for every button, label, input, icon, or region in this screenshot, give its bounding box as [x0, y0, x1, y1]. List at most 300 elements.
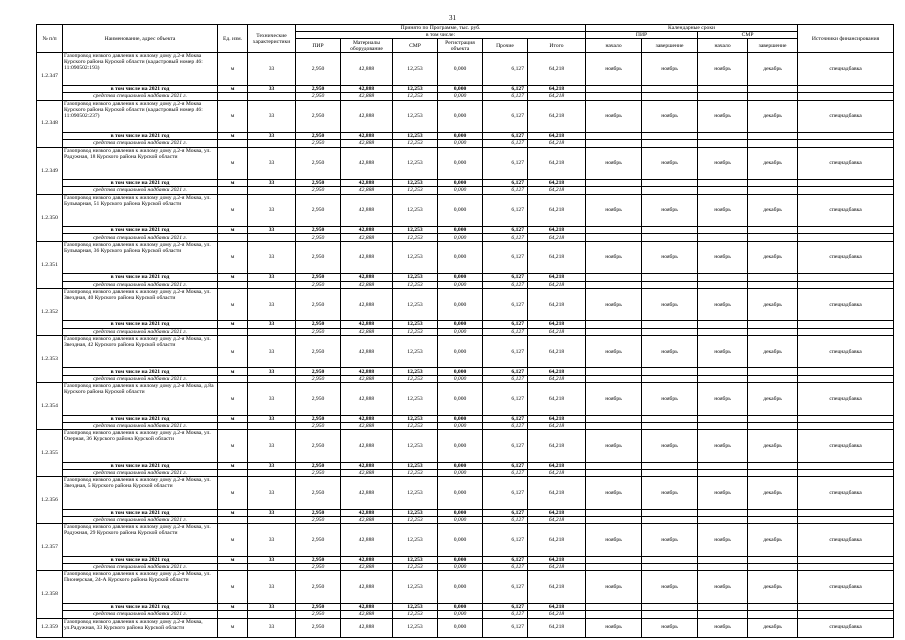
- year-row: [37, 415, 894, 422]
- empty-cell: [748, 415, 798, 422]
- empty-cell: [798, 469, 894, 476]
- page-number: 31: [449, 14, 456, 22]
- empty-cell: [218, 93, 248, 100]
- empty-cell: [798, 140, 894, 147]
- empty-cell: [748, 422, 798, 429]
- empty-cell: [798, 603, 894, 610]
- unit-cell: м: [218, 241, 248, 274]
- empty-cell: [248, 469, 296, 476]
- fund-label: средства специальной надбавки 2021 г.: [63, 611, 218, 618]
- mat-cell: 42,888: [341, 100, 393, 133]
- smr-cell: 12,253: [393, 140, 438, 147]
- empty-cell: [642, 462, 698, 469]
- reg-cell: 0,000: [438, 234, 483, 241]
- pir-cell: 2,950: [296, 477, 341, 510]
- pir-start-cell: ноябрь: [586, 477, 642, 510]
- smr-end-cell: декабрь: [748, 147, 798, 180]
- reg-cell: 0,000: [438, 85, 483, 92]
- reg-cell: 0,000: [438, 241, 483, 274]
- pir-end-cell: ноябрь: [642, 288, 698, 321]
- source-cell: спецнадбавка: [798, 618, 894, 637]
- unit-cell: м: [218, 147, 248, 180]
- smr-cell: 12,253: [393, 430, 438, 463]
- year-row: [37, 227, 894, 234]
- empty-cell: [798, 462, 894, 469]
- fund-label: средства специальной надбавки 2021 г.: [63, 281, 218, 288]
- pir-end-cell: ноябрь: [642, 618, 698, 637]
- empty-cell: [698, 556, 748, 563]
- fund-row: [37, 564, 894, 571]
- empty-cell: [748, 227, 798, 234]
- empty-cell: [642, 133, 698, 140]
- total-cell: 64,218: [528, 469, 586, 476]
- object-name: Газопровод низкого давления к жилому дому д.2-я Моква, д.8а Курского района Курской области: [63, 383, 218, 416]
- year-label: в том числе на 2021 год: [63, 180, 218, 187]
- pir-start-cell: ноябрь: [586, 147, 642, 180]
- empty-cell: [642, 328, 698, 335]
- total-cell: 64,218: [528, 321, 586, 328]
- total-cell: 64,218: [528, 524, 586, 557]
- year-row: [37, 133, 894, 140]
- empty-cell: [248, 187, 296, 194]
- other-cell: 6,127: [483, 618, 528, 637]
- fund-row: [37, 93, 894, 100]
- table-row: [37, 194, 894, 227]
- tech-cell: 33: [248, 556, 296, 563]
- empty-cell: [698, 415, 748, 422]
- smr-cell: 12,253: [393, 477, 438, 510]
- empty-cell: [586, 368, 642, 375]
- pir-cell: 2,950: [296, 462, 341, 469]
- object-name: Газопровод низкого давления к жилому дому д.2-я Моква Курского района Курской области (кадастровый номер 46: 11:090502:237): [63, 100, 218, 133]
- empty-cell: [798, 234, 894, 241]
- fund-label: средства специальной надбавки 2021 г.: [63, 517, 218, 524]
- source-cell: спецнадбавка: [798, 241, 894, 274]
- object-name: Газопровод низкого давления к жилому дому д.2-я Моква, ул. Звездная, 42 Курского района Курской области: [63, 335, 218, 368]
- other-cell: 6,127: [483, 180, 528, 187]
- row-number: 1.2.359: [37, 618, 63, 637]
- total-cell: 64,218: [528, 85, 586, 92]
- header-calendar: Календарные сроки: [586, 25, 798, 32]
- empty-cell: [748, 462, 798, 469]
- total-cell: 64,218: [528, 93, 586, 100]
- reg-cell: 0,000: [438, 187, 483, 194]
- tech-cell: 33: [248, 147, 296, 180]
- source-cell: спецнадбавка: [798, 430, 894, 463]
- mat-cell: 42,888: [341, 241, 393, 274]
- other-cell: 6,127: [483, 524, 528, 557]
- header-registration: Регистрация объекта: [438, 39, 483, 53]
- pir-start-cell: ноябрь: [586, 383, 642, 416]
- empty-cell: [798, 509, 894, 516]
- pir-start-cell: ноябрь: [586, 430, 642, 463]
- empty-cell: [698, 281, 748, 288]
- empty-cell: [218, 517, 248, 524]
- smr-end-cell: декабрь: [748, 288, 798, 321]
- pir-start-cell: ноябрь: [586, 335, 642, 368]
- object-name: Газопровод низкого давления к жилому дому д.2-я Моква, ул. Бульварная, 51 Курского района Курской области: [63, 194, 218, 227]
- empty-cell: [218, 611, 248, 618]
- empty-cell: [248, 328, 296, 335]
- total-cell: 64,218: [528, 234, 586, 241]
- total-cell: 64,218: [528, 241, 586, 274]
- reg-cell: 0,000: [438, 430, 483, 463]
- smr-cell: 12,253: [393, 469, 438, 476]
- fund-row: [37, 281, 894, 288]
- unit-cell: м: [218, 524, 248, 557]
- smr-cell: 12,253: [393, 53, 438, 86]
- pir-start-cell: ноябрь: [586, 288, 642, 321]
- smr-cell: 12,253: [393, 100, 438, 133]
- pir-cell: 2,950: [296, 603, 341, 610]
- mat-cell: 42,888: [341, 524, 393, 557]
- unit-cell: м: [218, 571, 248, 604]
- header-materials: Материалы оборудование: [341, 39, 393, 53]
- smr-cell: 12,253: [393, 517, 438, 524]
- smr-start-cell: ноябрь: [698, 430, 748, 463]
- unit-cell: м: [218, 100, 248, 133]
- pir-cell: 2,950: [296, 93, 341, 100]
- smr-start-cell: ноябрь: [698, 524, 748, 557]
- empty-cell: [798, 93, 894, 100]
- reg-cell: 0,000: [438, 509, 483, 516]
- mat-cell: 42,888: [341, 274, 393, 281]
- smr-start-cell: ноябрь: [698, 194, 748, 227]
- header-cal-pir: ПИР: [586, 32, 698, 39]
- fund-row: [37, 422, 894, 429]
- unit-cell: м: [218, 430, 248, 463]
- other-cell: 6,127: [483, 509, 528, 516]
- reg-cell: 0,000: [438, 571, 483, 604]
- empty-cell: [748, 603, 798, 610]
- year-label: в том числе на 2021 год: [63, 415, 218, 422]
- empty-cell: [698, 509, 748, 516]
- empty-cell: [698, 187, 748, 194]
- table-row: [37, 147, 894, 180]
- empty-cell: [698, 517, 748, 524]
- smr-cell: 12,253: [393, 611, 438, 618]
- header-tech: Технические характеристики: [248, 25, 296, 53]
- total-cell: 64,218: [528, 383, 586, 416]
- object-name: Газопровод низкого давления к жилому дому д.2-я Моква, ул. Бульварная, 36 Курского района Курской области: [63, 241, 218, 274]
- empty-cell: [798, 227, 894, 234]
- mat-cell: 42,888: [341, 556, 393, 563]
- empty-cell: [798, 611, 894, 618]
- other-cell: 6,127: [483, 383, 528, 416]
- table-row: [37, 383, 894, 416]
- year-label: в том числе на 2021 год: [63, 556, 218, 563]
- empty-cell: [642, 422, 698, 429]
- total-cell: 64,218: [528, 571, 586, 604]
- empty-cell: [698, 564, 748, 571]
- table-row: [37, 477, 894, 510]
- year-label: в том числе на 2021 год: [63, 133, 218, 140]
- empty-cell: [248, 517, 296, 524]
- total-cell: 64,218: [528, 281, 586, 288]
- total-cell: 64,218: [528, 133, 586, 140]
- object-name: Газопровод низкого давления к жилому дому д.2-я Моква Курского района Курской области (кадастровый номер 46: 11:090502:193): [63, 53, 218, 86]
- table-row: [37, 618, 894, 637]
- table-row: [37, 335, 894, 368]
- mat-cell: 42,888: [341, 462, 393, 469]
- header-smr: СМР: [393, 39, 438, 53]
- smr-start-cell: ноябрь: [698, 53, 748, 86]
- other-cell: 6,127: [483, 422, 528, 429]
- pir-cell: 2,950: [296, 147, 341, 180]
- tech-cell: 33: [248, 368, 296, 375]
- tech-cell: 33: [248, 321, 296, 328]
- empty-cell: [698, 93, 748, 100]
- empty-cell: [642, 509, 698, 516]
- header-pir-end: завершение: [642, 39, 698, 53]
- source-cell: спецнадбавка: [798, 194, 894, 227]
- total-cell: 64,218: [528, 100, 586, 133]
- smr-cell: 12,253: [393, 422, 438, 429]
- row-number: 1.2.358: [37, 571, 63, 618]
- reg-cell: 0,000: [438, 281, 483, 288]
- empty-cell: [642, 603, 698, 610]
- pir-end-cell: ноябрь: [642, 571, 698, 604]
- smr-end-cell: декабрь: [748, 383, 798, 416]
- reg-cell: 0,000: [438, 415, 483, 422]
- total-cell: 64,218: [528, 556, 586, 563]
- empty-cell: [798, 564, 894, 571]
- reg-cell: 0,000: [438, 321, 483, 328]
- reg-cell: 0,000: [438, 133, 483, 140]
- pir-cell: 2,950: [296, 469, 341, 476]
- year-row: [37, 556, 894, 563]
- reg-cell: 0,000: [438, 100, 483, 133]
- table-row: [37, 241, 894, 274]
- empty-cell: [248, 281, 296, 288]
- empty-cell: [586, 564, 642, 571]
- smr-cell: 12,253: [393, 180, 438, 187]
- row-number: 1.2.348: [37, 100, 63, 147]
- smr-cell: 12,253: [393, 85, 438, 92]
- mat-cell: 42,888: [341, 564, 393, 571]
- empty-cell: [798, 375, 894, 382]
- empty-cell: [698, 234, 748, 241]
- empty-cell: [218, 422, 248, 429]
- empty-cell: [748, 187, 798, 194]
- table-row: [37, 53, 894, 86]
- other-cell: 6,127: [483, 187, 528, 194]
- pir-cell: 2,950: [296, 335, 341, 368]
- empty-cell: [218, 564, 248, 571]
- pir-cell: 2,950: [296, 53, 341, 86]
- reg-cell: 0,000: [438, 469, 483, 476]
- pir-end-cell: ноябрь: [642, 477, 698, 510]
- smr-cell: 12,253: [393, 328, 438, 335]
- empty-cell: [642, 281, 698, 288]
- mat-cell: 42,888: [341, 368, 393, 375]
- pir-cell: 2,950: [296, 100, 341, 133]
- mat-cell: 42,888: [341, 180, 393, 187]
- total-cell: 64,218: [528, 611, 586, 618]
- reg-cell: 0,000: [438, 288, 483, 321]
- empty-cell: [586, 469, 642, 476]
- reg-cell: 0,000: [438, 564, 483, 571]
- empty-cell: [642, 556, 698, 563]
- program-table: [36, 24, 894, 638]
- empty-cell: [642, 227, 698, 234]
- total-cell: 64,218: [528, 274, 586, 281]
- mat-cell: 42,888: [341, 227, 393, 234]
- total-cell: 64,218: [528, 53, 586, 86]
- fund-row: [37, 140, 894, 147]
- header-name: Наименование, адрес объекта: [63, 25, 218, 53]
- smr-end-cell: декабрь: [748, 618, 798, 637]
- empty-cell: [748, 133, 798, 140]
- source-cell: спецнадбавка: [798, 53, 894, 86]
- empty-cell: [642, 375, 698, 382]
- empty-cell: [586, 234, 642, 241]
- unit-cell: м: [218, 415, 248, 422]
- tech-cell: 33: [248, 85, 296, 92]
- smr-start-cell: ноябрь: [698, 335, 748, 368]
- pir-cell: 2,950: [296, 509, 341, 516]
- empty-cell: [642, 564, 698, 571]
- pir-cell: 2,950: [296, 517, 341, 524]
- total-cell: 64,218: [528, 335, 586, 368]
- empty-cell: [748, 375, 798, 382]
- empty-cell: [586, 328, 642, 335]
- reg-cell: 0,000: [438, 180, 483, 187]
- pir-cell: 2,950: [296, 611, 341, 618]
- pir-cell: 2,950: [296, 618, 341, 637]
- empty-cell: [248, 422, 296, 429]
- smr-cell: 12,253: [393, 194, 438, 227]
- reg-cell: 0,000: [438, 618, 483, 637]
- source-cell: спецнадбавка: [798, 100, 894, 133]
- pir-start-cell: ноябрь: [586, 53, 642, 86]
- empty-cell: [218, 469, 248, 476]
- empty-cell: [248, 375, 296, 382]
- pir-cell: 2,950: [296, 140, 341, 147]
- row-number: 1.2.350: [37, 194, 63, 241]
- other-cell: 6,127: [483, 571, 528, 604]
- mat-cell: 42,888: [341, 375, 393, 382]
- year-label: в том числе на 2021 год: [63, 227, 218, 234]
- empty-cell: [218, 234, 248, 241]
- empty-cell: [748, 321, 798, 328]
- smr-cell: 12,253: [393, 335, 438, 368]
- smr-cell: 12,253: [393, 556, 438, 563]
- source-cell: спецнадбавка: [798, 147, 894, 180]
- tech-cell: 33: [248, 462, 296, 469]
- fund-label: средства специальной надбавки 2021 г.: [63, 187, 218, 194]
- mat-cell: 42,888: [341, 422, 393, 429]
- mat-cell: 42,888: [341, 571, 393, 604]
- header-smr-end: завершение: [748, 39, 798, 53]
- smr-start-cell: ноябрь: [698, 618, 748, 637]
- smr-cell: 12,253: [393, 603, 438, 610]
- empty-cell: [218, 375, 248, 382]
- pir-cell: 2,950: [296, 328, 341, 335]
- empty-cell: [218, 187, 248, 194]
- pir-start-cell: ноябрь: [586, 524, 642, 557]
- pir-cell: 2,950: [296, 274, 341, 281]
- empty-cell: [586, 415, 642, 422]
- fund-label: средства специальной надбавки 2021 г.: [63, 328, 218, 335]
- year-label: в том числе на 2021 год: [63, 509, 218, 516]
- empty-cell: [642, 469, 698, 476]
- total-cell: 64,218: [528, 477, 586, 510]
- total-cell: 64,218: [528, 509, 586, 516]
- empty-cell: [798, 556, 894, 563]
- fund-row: [37, 328, 894, 335]
- empty-cell: [586, 281, 642, 288]
- object-name: Газопровод низкого давления к жилому дому д.2-я Моква, ул.Радужная, 33 Курского района Курской области: [63, 618, 218, 637]
- empty-cell: [248, 564, 296, 571]
- pir-end-cell: ноябрь: [642, 53, 698, 86]
- unit-cell: м: [218, 368, 248, 375]
- total-cell: 64,218: [528, 618, 586, 637]
- tech-cell: 33: [248, 477, 296, 510]
- reg-cell: 0,000: [438, 517, 483, 524]
- table-body: [37, 53, 894, 637]
- empty-cell: [798, 85, 894, 92]
- empty-cell: [586, 462, 642, 469]
- empty-cell: [798, 180, 894, 187]
- empty-cell: [586, 611, 642, 618]
- pir-end-cell: ноябрь: [642, 241, 698, 274]
- unit-cell: м: [218, 53, 248, 86]
- empty-cell: [586, 133, 642, 140]
- empty-cell: [586, 321, 642, 328]
- table-row: [37, 524, 894, 557]
- pir-cell: 2,950: [296, 571, 341, 604]
- smr-cell: 12,253: [393, 383, 438, 416]
- empty-cell: [698, 227, 748, 234]
- empty-cell: [248, 234, 296, 241]
- empty-cell: [642, 517, 698, 524]
- pir-cell: 2,950: [296, 187, 341, 194]
- total-cell: 64,218: [528, 375, 586, 382]
- unit-cell: м: [218, 321, 248, 328]
- header-total: Итого: [528, 39, 586, 53]
- smr-cell: 12,253: [393, 375, 438, 382]
- pir-end-cell: ноябрь: [642, 524, 698, 557]
- pir-end-cell: ноябрь: [642, 430, 698, 463]
- fund-label: средства специальной надбавки 2021 г.: [63, 422, 218, 429]
- empty-cell: [642, 180, 698, 187]
- smr-cell: 12,253: [393, 564, 438, 571]
- pir-cell: 2,950: [296, 524, 341, 557]
- header-incl: в том числе:: [296, 32, 586, 39]
- header-pir: ПИР: [296, 39, 341, 53]
- empty-cell: [698, 368, 748, 375]
- mat-cell: 42,888: [341, 194, 393, 227]
- other-cell: 6,127: [483, 281, 528, 288]
- smr-cell: 12,253: [393, 509, 438, 516]
- empty-cell: [642, 415, 698, 422]
- empty-cell: [798, 133, 894, 140]
- fund-row: [37, 234, 894, 241]
- fund-label: средства специальной надбавки 2021 г.: [63, 93, 218, 100]
- other-cell: 6,127: [483, 147, 528, 180]
- mat-cell: 42,888: [341, 321, 393, 328]
- fund-row: [37, 375, 894, 382]
- empty-cell: [748, 93, 798, 100]
- empty-cell: [698, 85, 748, 92]
- smr-cell: 12,253: [393, 618, 438, 637]
- smr-end-cell: декабрь: [748, 241, 798, 274]
- fund-row: [37, 187, 894, 194]
- unit-cell: м: [218, 477, 248, 510]
- row-number: 1.2.347: [37, 53, 63, 100]
- tech-cell: 33: [248, 430, 296, 463]
